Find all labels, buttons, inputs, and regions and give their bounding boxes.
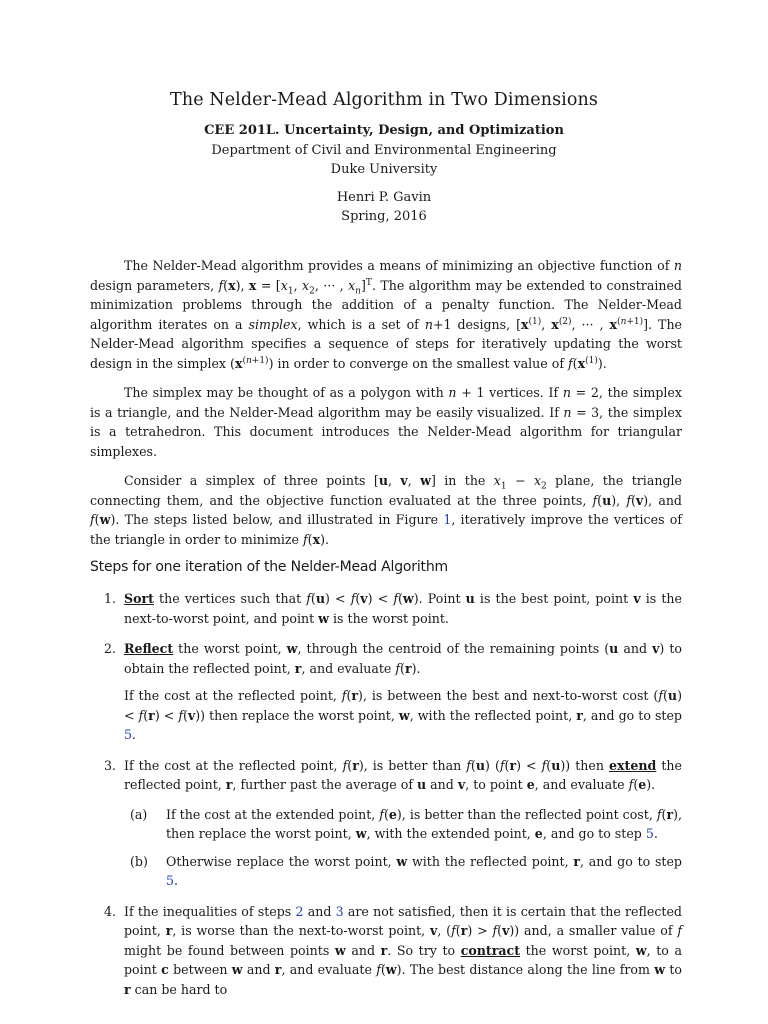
- step-number: 4.: [104, 903, 117, 919]
- paragraph-3: Consider a simplex of three points [u, v, w] in the $x_1 - x_2$ plane, the triangle connecting them, and the objective function evaluated at the three points, f(u), f(v), and f(w). The steps listed below, and illustrated in Figure 1, iteratively improve the vertices of the triangle in order to minimize f(x).: [90, 473, 682, 547]
- step-number: 3.: [104, 757, 117, 773]
- keyword-sort: Sort: [124, 591, 154, 606]
- date: Spring, 2016: [341, 209, 427, 224]
- intro-body: [90, 256, 682, 559]
- department: Department of Civil and Environmental Engineering: [211, 143, 557, 158]
- step-3-link[interactable]: 3: [335, 903, 344, 919]
- list-item: 4. If the inequalities of steps 2 and 3 are not satisfied, then it is certain that the reflected point, r, is worse than the next-to-worst point, v, (f(r) > f(v)) and, a smaller value of f might be found between points w and r. So try to contract the worst point, w, to a point c between w and r, and evaluate f(w). The best distance along the line from w to r can be hard to: [104, 903, 682, 997]
- page-title: The Nelder-Mead Algorithm in Two Dimensions: [170, 90, 598, 110]
- step-5-link[interactable]: 5: [166, 873, 175, 888]
- paragraph-1: The Nelder-Mead algorithm provides a means of minimizing an objective function of n design parameters, f(x), $x = [x_1$, $x_2$, ··· , $x_n]^T$. The algorithm may be extended to constrained minimization problems through the addition of a penalty function. The Nelder-Mead algorithm iterates on a simplex, which is a set of n+1 designs, [$x^{(1)}$, $x^{(2)}$, ··· , $x^{(n+1)}$]. The Nelder-Mead algorithm specifies a sequence of steps for iteratively updating the worst design in the simplex $(x^{(n+1)})$ in order to converge on the smallest value of $f(x^{(1)})$.: [90, 258, 683, 371]
- course-name: CEE 201L. Uncertainty, Design, and Optimization: [204, 123, 564, 138]
- keyword-reflect: Reflect: [124, 641, 174, 656]
- sub-label: (a): [130, 806, 148, 822]
- figure-1-link[interactable]: 1: [443, 512, 452, 527]
- list-item: 3. If the cost at the reflected point, f(r), is better than f(u) (f(r) < f(u)) then extend the reflected point, r, further past the average of u and v, to point e, and evaluate f(e). (a) If the cost at the extended point, f(e), is better than the reflected point cost, f(r), then replace the worst point, w, with the extended point, e, and go to step 5. (b) Otherwise replace the worst point, w with the reflected point, r, and go to step 5.: [90, 756, 682, 891]
- paragraph-2: The simplex may be thought of as a polygon with n + 1 vertices. If n = 2, the simplex is a triangle, and the Nelder-Mead algorithm may be easily visualized. If n = 3, the simplex is a tetrahedron. This document introduces the Nelder-Mead algorithm for triangular simplexes.: [90, 385, 682, 459]
- step-5-link[interactable]: 5: [124, 727, 133, 742]
- university: Duke University: [330, 162, 438, 177]
- author: Henri P. Gavin: [336, 190, 432, 205]
- step-number: 2.: [104, 641, 117, 656]
- list-item: 2. Reflect the worst point, w, through the centroid of the remaining points (u and v) to obtain the reflected point, r, and evaluate f(r). If the cost at the reflected point, f(r), is between the best and next-to-worst cost (f(u) < f(r) < f(v)) then replace the worst point, w, with the reflected point, r, and go to step 5.: [90, 639, 682, 745]
- step-3-sublist: [124, 805, 682, 891]
- keyword-extend: extend: [609, 757, 657, 773]
- step-2-detail: If the cost at the reflected point, f(r), is between the best and next-to-worst cost (f(u) < f(r) < f(v)) then replace the worst point, w, with the reflected point, r, and go to step 5.: [124, 688, 682, 742]
- section-heading: Steps for one iteration of the Nelder-Mead Algorithm: [90, 559, 448, 575]
- list-item: (b) Otherwise replace the worst point, w with the reflected point, r, and go to step 5.: [130, 853, 682, 888]
- step-2-link[interactable]: 2: [295, 903, 304, 919]
- steps-list: [90, 589, 682, 1010]
- list-item: 1. Sort the vertices such that f(u) < f(v) < f(w). Point u is the best point, point v is the next-to-worst point, and point w is the worst point.: [104, 591, 682, 626]
- step-5-link[interactable]: 5: [645, 826, 654, 841]
- list-item: (a) If the cost at the extended point, f(e), is better than the reflected point cost, f(r), then replace the worst point, w, with the extended point, e, and go to step 5.: [130, 806, 682, 841]
- sub-label: (b): [130, 853, 148, 869]
- keyword-contract: contract: [460, 942, 521, 958]
- step-number: 1.: [104, 591, 117, 606]
